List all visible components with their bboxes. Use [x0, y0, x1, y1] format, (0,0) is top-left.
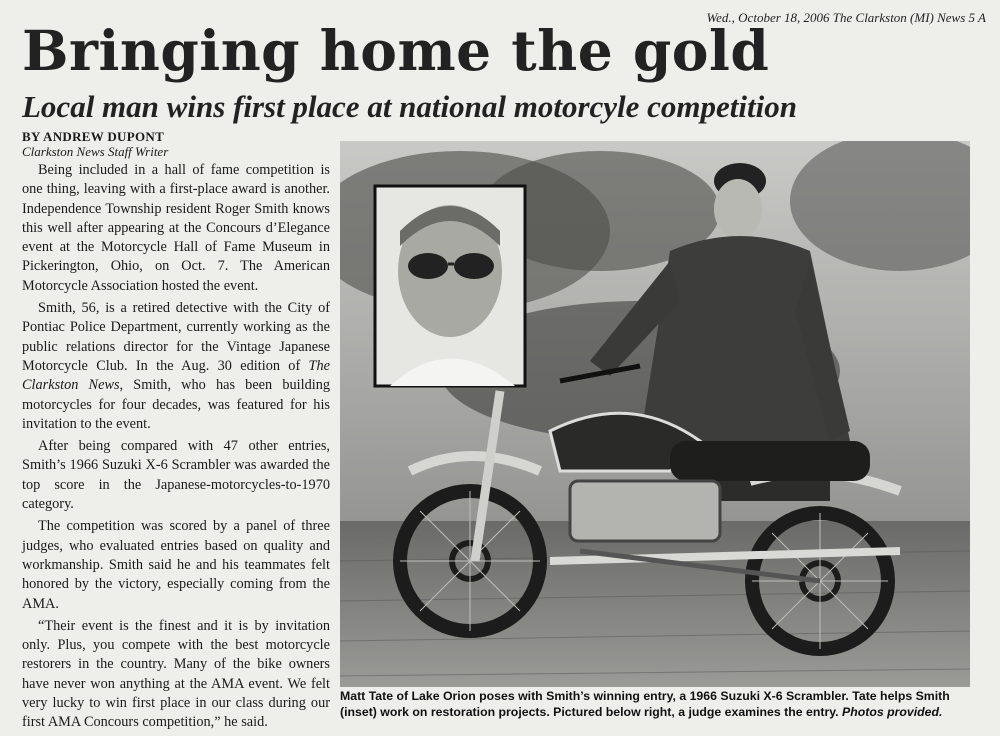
photo-credit: Photos provided.	[842, 705, 943, 719]
article-paragraph-2	[22, 299, 330, 434]
byline: BY ANDREW DUPONT	[22, 129, 165, 144]
publication-name: The Clarkston News	[22, 357, 330, 394]
article-paragraph-4: The competition was scored by a panel of three judges, who evaluated entries based on quality and workmanship. Smith said he and his teammates felt honored by the victory, especially coming from the AMA.	[22, 518, 330, 612]
article-paragraph-1: Being included in a hall of fame competition is one thing, leaving with a first-place award is another. Independence Township resident Roger Smith knows this well after appearing at the Concours d’Elegance event at the Motorcycle Hall of Fame Museum in Pickerington, Ohio, on Oct. 7. The American Motorcycle Association hosted the event.	[22, 162, 330, 294]
p2-start: Smith, 56, is a retired detective with the City of Pontiac Police Department, currently working as the public relations director for the Vintage Japanese Motorcycle Club. In the Aug. 30 edition of	[22, 300, 330, 374]
dateline: Wed., October 18, 2006 The Clarkston (MI) News 5 A	[706, 10, 986, 25]
headline: Bringing home the gold	[22, 18, 770, 83]
main-photo	[340, 141, 970, 687]
motorcycle-photo-illustration	[340, 141, 970, 687]
photo-caption	[340, 688, 980, 720]
subheadline: Local man wins first place at national motorcyle competition	[22, 89, 797, 124]
staff-title: Clarkston News Staff Writer	[22, 144, 169, 159]
article-paragraph-5: “Their event is the finest and it is by invitation only. Plus, you compete with the best motorcycle restorers in the country. Many of the bike owners have never won anything at the AMA event. We felt very lucky to win first place in our class during our first AMA Concours competition,” he said.	[22, 617, 330, 731]
article-paragraph-3: After being compared with 47 other entries, Smith’s 1966 Suzuki X-6 Scrambler was awarded the top score in the Japanese-motorcycles-to-1970 category.	[22, 438, 330, 513]
article-column	[22, 161, 330, 736]
p2-end: , Smith, who has been building motorcycles for four decades, was featured for his invitation to the event.	[22, 377, 330, 432]
caption-text: Matt Tate of Lake Orion poses with Smith’s winning entry, a 1966 Suzuki X-6 Scrambler. Tate helps Smith (inset) work on restoration projects. Pictured below right, a judge examines the entry.	[340, 689, 950, 719]
